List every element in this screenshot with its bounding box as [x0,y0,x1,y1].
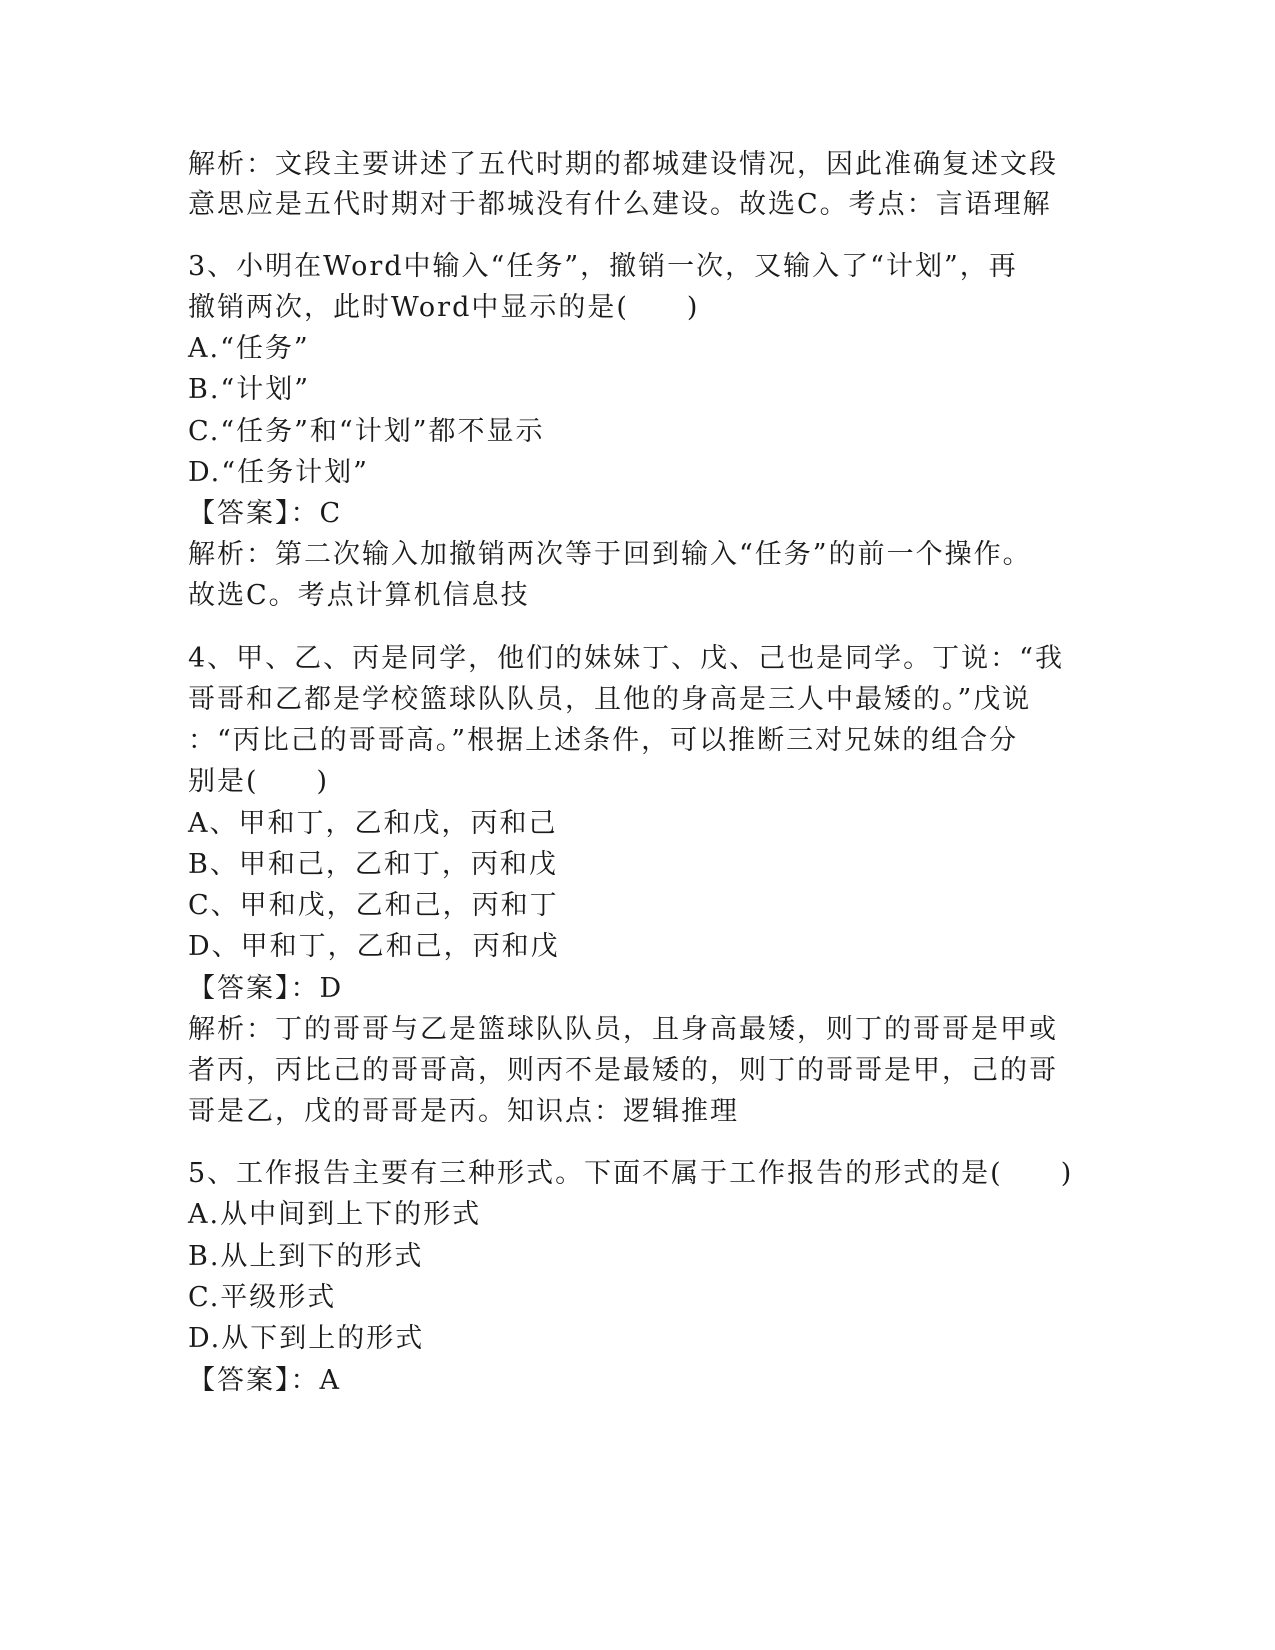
q4-option-d: D、甲和丁，乙和己，丙和戊 [188,931,560,962]
q5-question-line: 5、工作报告主要有三种形式。下面不属于工作报告的形式的是( ) [188,1158,1074,1189]
q5-option-b: B.从上到下的形式 [188,1241,424,1272]
q4-answer: 【答案】：D [188,973,344,1004]
q4-question-line: 4、甲、乙、丙是同学，他们的妹妹丁、戊、己也是同学。丁说：“我 [188,643,1064,674]
q4-question-line: 别是( ) [188,766,330,797]
q4-analysis-line: 者丙，丙比己的哥哥高，则丙不是最矮的，则丁的哥哥是甲，己的哥 [188,1055,1058,1086]
q4-option-b: B、甲和己，乙和丁，丙和戊 [188,849,558,880]
q3-option-c: C.“任务”和“计划”都不显示 [188,416,545,447]
q3-option-d: D.“任务计划” [188,457,369,488]
q4-question-line: ：“丙比己的哥哥高。”根据上述条件，可以推断三对兄妹的组合分 [188,725,1019,756]
q3-question-line: 3、小明在Word中输入“任务”，撤销一次，又输入了“计划”，再 [188,251,1018,282]
q3-question-line: 撤销两次，此时Word中显示的是( ) [188,292,700,323]
q3-option-a: A.“任务” [188,333,310,364]
q5-option-c: C.平级形式 [188,1282,337,1313]
q4-question-line: 哥哥和乙都是学校篮球队队员，且他的身高是三人中最矮的。”戊说 [188,684,1032,715]
q4-option-c: C、甲和戊，乙和己，丙和丁 [188,890,559,921]
q4-analysis-line: 哥是乙，戊的哥哥是丙。知识点：逻辑推理 [188,1096,739,1127]
q5-option-d: D.从下到上的形式 [188,1323,425,1354]
q3-analysis-line: 解析：第二次输入加撤销两次等于回到输入“任务”的前一个操作。 [188,539,1032,570]
q2-analysis-line: 意思应是五代时期对于都城没有什么建设。故选C。考点：言语理解 [188,189,1052,220]
q5-option-a: A.从中间到上下的形式 [188,1199,482,1230]
q3-option-b: B.“计划” [188,374,311,405]
q3-analysis-line: 故选C。考点计算机信息技 [188,580,530,611]
q4-analysis-line: 解析：丁的哥哥与乙是篮球队队员，且身高最矮，则丁的哥哥是甲或 [188,1014,1058,1045]
q4-option-a: A、甲和丁，乙和戊，丙和己 [188,808,558,839]
q5-answer: 【答案】：A [188,1365,341,1396]
q2-analysis-line: 解析：文段主要讲述了五代时期的都城建设情况，因此准确复述文段 [188,149,1058,180]
q3-answer: 【答案】：C [188,498,343,529]
